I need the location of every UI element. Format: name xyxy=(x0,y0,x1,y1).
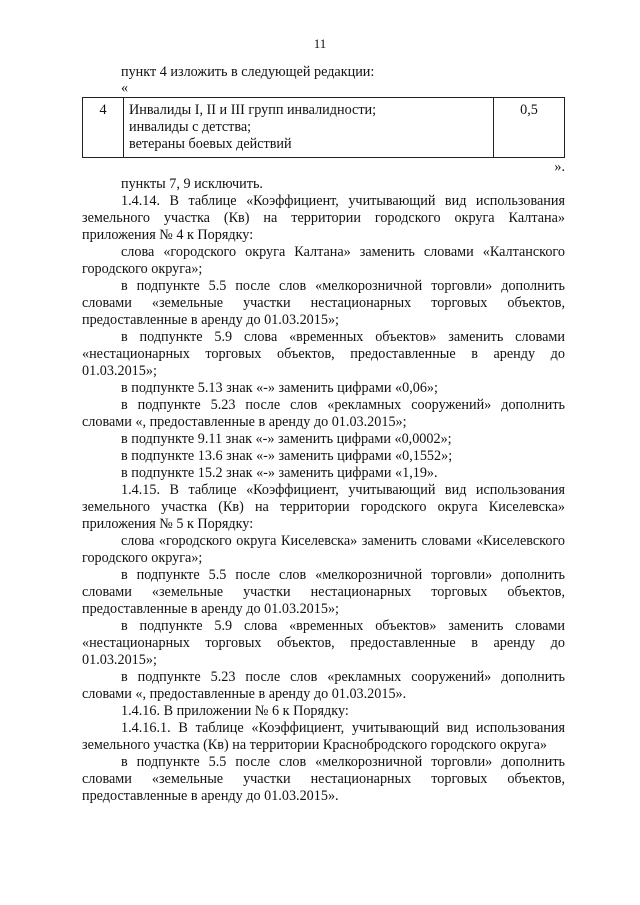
paragraph: в подпункте 5.13 знак «-» заменить цифрами «0,06»; xyxy=(121,380,438,396)
opening-quote: « xyxy=(121,80,129,96)
document-body xyxy=(82,64,565,805)
paragraph: слова «городского округа Киселевска» заменить словами «Киселевского городского округа»; xyxy=(82,533,565,566)
page-number: 11 xyxy=(313,36,327,51)
paragraph: в подпункте 13.6 знак «-» заменить цифрами «0,1552»; xyxy=(121,448,453,464)
table-row xyxy=(83,98,565,158)
paragraph: 1.4.16. В приложении № 6 к Порядку: xyxy=(121,703,349,719)
paragraph: в подпункте 5.5 после слов «мелкорозничной торговли» дополнить словами «земельные участки нестационарных торговых объектов, предоставленные в аренду до 01.03.2015». xyxy=(82,754,565,804)
paragraph: 1.4.15. В таблице «Коэффициент, учитывающий вид использования земельного участка (Кв) на территории городского округа Киселевска» приложения № 5 к Порядку: xyxy=(82,482,565,532)
paragraph: в подпункте 5.5 после слов «мелкорозничной торговли» дополнить словами «земельные участки нестационарных торговых объектов, предоставленные в аренду до 01.03.2015»; xyxy=(82,278,565,328)
paragraph: 1.4.16.1. В таблице «Коэффициент, учитывающий вид использования земельного участка (Кв) на территории Краснобродского городского округа» xyxy=(82,720,565,753)
paragraph: в подпункте 5.9 слова «временных объектов» заменить словами «нестационарных торговых объектов, предоставленные в аренду до 01.03.2015»; xyxy=(82,329,565,379)
paragraph: слова «городского округа Калтана» заменить словами «Калтанского городского округа»; xyxy=(82,244,565,277)
paragraph: в подпункте 15.2 знак «-» заменить цифрами «1,19». xyxy=(121,465,438,481)
paragraph: в подпункте 5.5 после слов «мелкорозничной торговли» дополнить словами «земельные участки нестационарных торговых объектов, предоставленные в аренду до 01.03.2015»; xyxy=(82,567,565,617)
row-number-cell: 4 xyxy=(83,98,124,158)
paragraph: в подпункте 5.9 слова «временных объектов» заменить словами «нестационарных торговых объектов, предоставленные в аренду до 01.03.2015»; xyxy=(82,618,565,668)
replacement-table xyxy=(82,97,565,158)
category-line: Инвалиды I, II и III групп инвалидности; xyxy=(129,102,377,118)
paragraph: в подпункте 5.23 после слов «рекламных сооружений» дополнить словами «, предоставленные в аренду до 01.03.2015». xyxy=(82,669,565,702)
paragraph: в подпункте 5.23 после слов «рекламных сооружений» дополнить словами «, предоставленные в аренду до 01.03.2015»; xyxy=(82,397,565,430)
intro-paragraph: пункт 4 изложить в следующей редакции: xyxy=(121,64,375,80)
paragraph: в подпункте 9.11 знак «-» заменить цифрами «0,0002»; xyxy=(121,431,452,447)
category-cell xyxy=(124,98,494,158)
paragraph: 1.4.14. В таблице «Коэффициент, учитывающий вид использования земельного участка (Кв) на территории городского округа Калтана» приложения № 4 к Порядку: xyxy=(82,193,565,243)
value-cell: 0,5 xyxy=(494,98,565,158)
category-line: инвалиды с детства; xyxy=(129,119,252,135)
category-line: ветераны боевых действий xyxy=(129,136,292,152)
paragraph: пункты 7, 9 исключить. xyxy=(121,176,263,192)
closing-quote: ». xyxy=(554,159,565,175)
